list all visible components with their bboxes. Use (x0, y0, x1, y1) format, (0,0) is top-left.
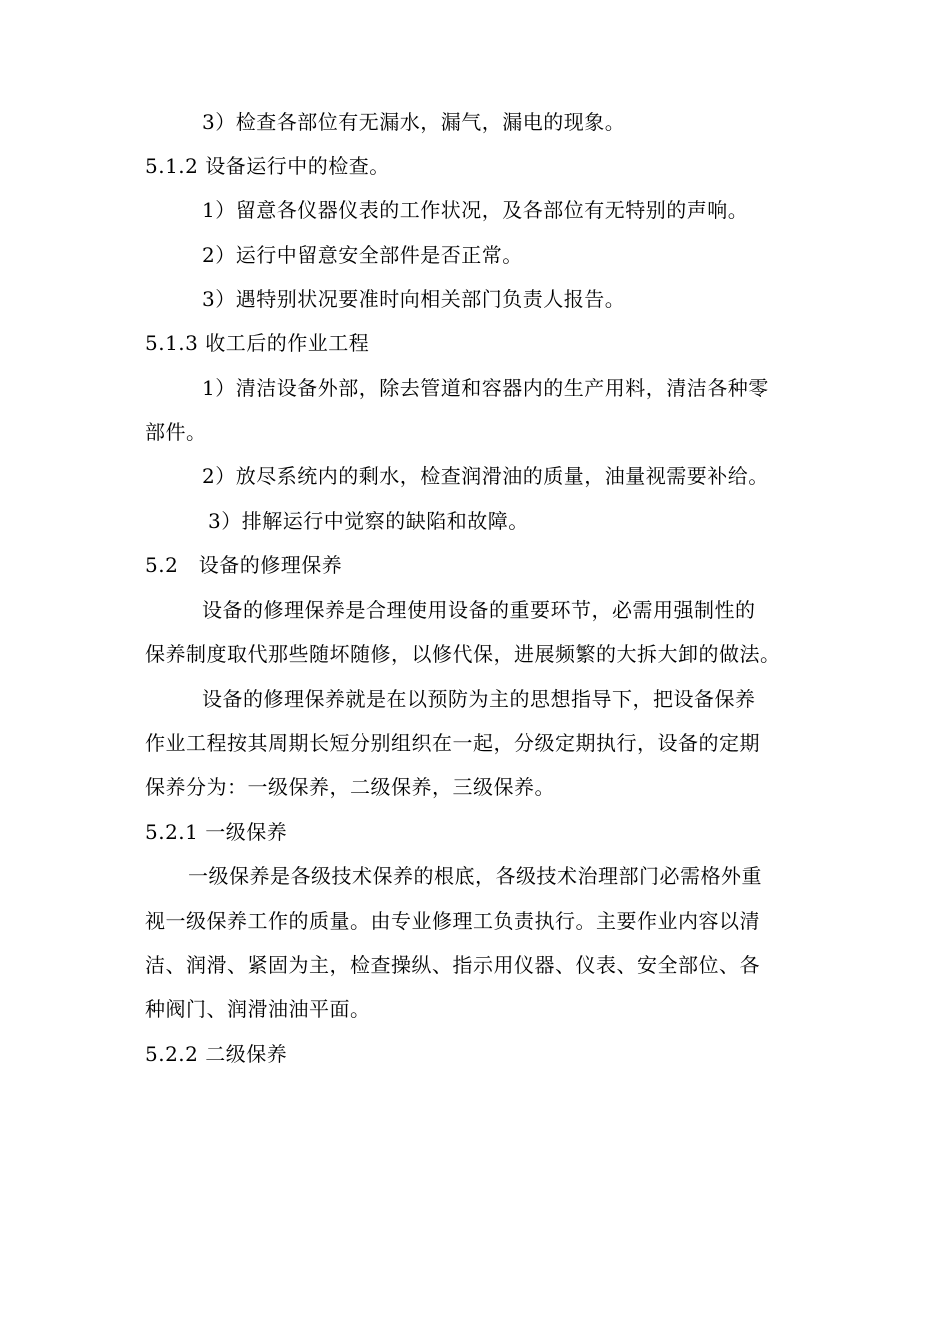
paragraph-line: 作业工程按其周期长短分别组织在一起，分级定期执行，设备的定期 (145, 731, 760, 755)
paragraph-line: 种阀门、润滑油油平面。 (145, 997, 371, 1021)
paragraph-line: 保养制度取代那些随坏随修，以修代保，进展频繁的大拆大卸的做法。 (145, 642, 781, 666)
list-item: 2）放尽系统内的剩水，检查润滑油的质量，油量视需要补给。 (202, 464, 769, 488)
list-item: 3）遇特别状况要准时向相关部门负责人报告。 (202, 287, 626, 311)
section-heading: 5.2 设备的修理保养 (145, 553, 343, 577)
section-heading: 5.1.2 设备运行中的检查。 (145, 154, 390, 178)
paragraph-line: 一级保养是各级技术保养的根底，各级技术治理部门必需格外重 (188, 864, 762, 888)
section-heading: 5.2.1 一级保养 (145, 820, 288, 844)
section-heading: 5.1.3 收工后的作业工程 (145, 331, 370, 355)
list-item: 1）留意各仪器仪表的工作状况，及各部位有无特别的声响。 (202, 198, 749, 222)
paragraph-line: 设备的修理保养就是在以预防为主的思想指导下，把设备保养 (202, 687, 756, 711)
paragraph-line: 设备的修理保养是合理使用设备的重要环节，必需用强制性的 (202, 598, 756, 622)
list-item: 1）清洁设备外部，除去管道和容器内的生产用料，清洁各种零 (202, 376, 769, 400)
section-heading: 5.2.2 二级保养 (145, 1042, 288, 1066)
list-item: 3）排解运行中觉察的缺陷和故障。 (208, 509, 529, 533)
paragraph-line: 保养分为：一级保养，二级保养，三级保养。 (145, 775, 555, 799)
paragraph-line: 视一级保养工作的质量。由专业修理工负责执行。主要作业内容以清 (145, 909, 760, 933)
list-item: 3）检查各部位有无漏水，漏气，漏电的现象。 (202, 110, 626, 134)
list-item: 2）运行中留意安全部件是否正常。 (202, 243, 523, 267)
list-item-continuation: 部件。 (145, 420, 207, 444)
paragraph-line: 洁、润滑、紧固为主，检查操纵、指示用仪器、仪表、安全部位、各 (145, 953, 760, 977)
